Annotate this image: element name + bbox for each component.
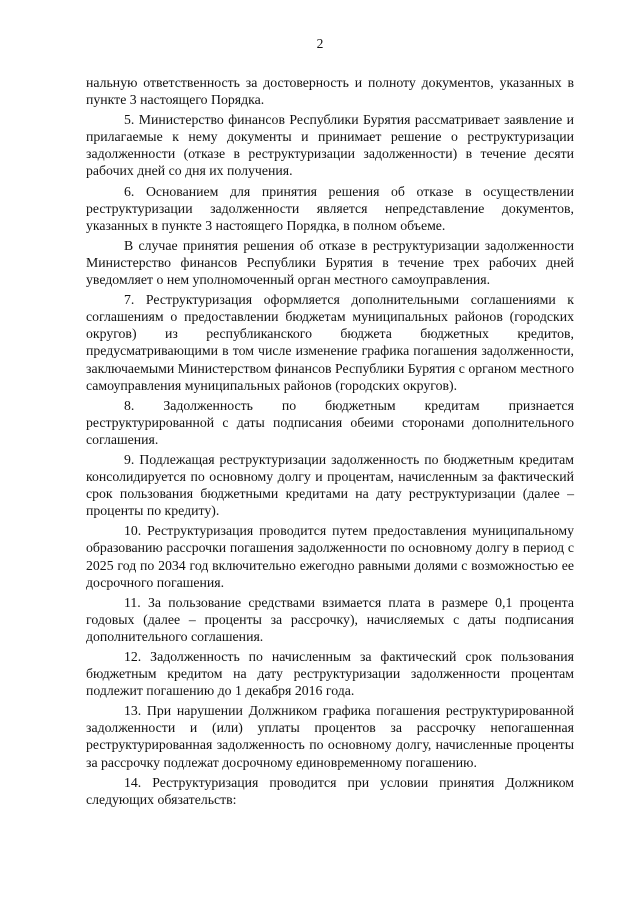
paragraph-item-5: 5. Министерство финансов Республики Бурятия рассматривает заявление и прилагаемые к нему документы и принимает решение о реструктуризации задолженности (отказе в реструктуризации задолженности) в течение десяти рабочих дней со дня их получения. [86, 112, 574, 179]
paragraph-refusal-notice: В случае принятия решения об отказе в реструктуризации задолженности Министерство финансов Республики Бурятия в течение трех рабочих дней уведомляет о нем уполномоченный орган местного самоуправления. [86, 237, 574, 288]
paragraph-item-14: 14. Реструктуризация проводится при условии принятия Должником следующих обязательств: [86, 774, 574, 807]
paragraph-item-10: 10. Реструктуризация проводится путем предоставления муниципальному образованию рассрочки погашения задолженности по основному долгу в период с 2025 год по 2034 год включительно ежегодно равными долями с возможностью ее досрочного погашения. [86, 523, 574, 590]
page-number: 2 [316, 36, 324, 51]
paragraph-item-11: 11. За пользование средствами взимается плата в размере 0,1 процента годовых (далее – проценты за рассрочку), начисляемых с даты подписания дополнительного соглашения. [86, 594, 574, 644]
paragraph-item-9: 9. Подлежащая реструктуризации задолженность по бюджетным кредитам консолидируется по основному долгу и процентам, начисленным за фактический срок пользования бюджетными кредитами на дату реструктуризации (далее – проценты по кредиту). [86, 451, 574, 519]
paragraph-item-12: 12. Задолженность по начисленным за фактический срок пользования бюджетным кредитом на дату реструктуризации задолженности процентам подлежит погашению до 1 декабря 2016 года. [86, 649, 574, 699]
paragraph-item-8: 8. Задолженность по бюджетным кредитам признается реструктурированной с даты подписания обеими сторонами дополнительного соглашения. [86, 397, 574, 447]
paragraph-item-7: 7. Реструктуризация оформляется дополнительными соглашениями к соглашениям о предоставлении бюджетам муниципальных районов (городских округов) из республиканского бюджета бюджетных кредитов, предусматривающими в том числе изменение графика погашения задолженности, заключаемыми Министерством финансов Республики Бурятия с органом местного самоуправления муниципальных районов (городских округов). [86, 292, 574, 393]
document-body [86, 74, 574, 811]
paragraph-item-13: 13. При нарушении Должником графика погашения реструктурированной задолженности и (или) уплаты процентов за рассрочку непогашенная реструктурированная задолженность по основному долгу, начисленные проценты за рассрочку подлежат досрочному единовременному погашению. [86, 703, 574, 770]
paragraph-continuation: нальную ответственность за достоверность и полноту документов, указанных в пункте 3 настоящего Порядка. [86, 75, 574, 108]
paragraph-item-6: 6. Основанием для принятия решения об отказе в осуществлении реструктуризации задолженности является непредставление документов, указанных в пункте 3 настоящего Порядка, в полном объеме. [86, 183, 574, 233]
